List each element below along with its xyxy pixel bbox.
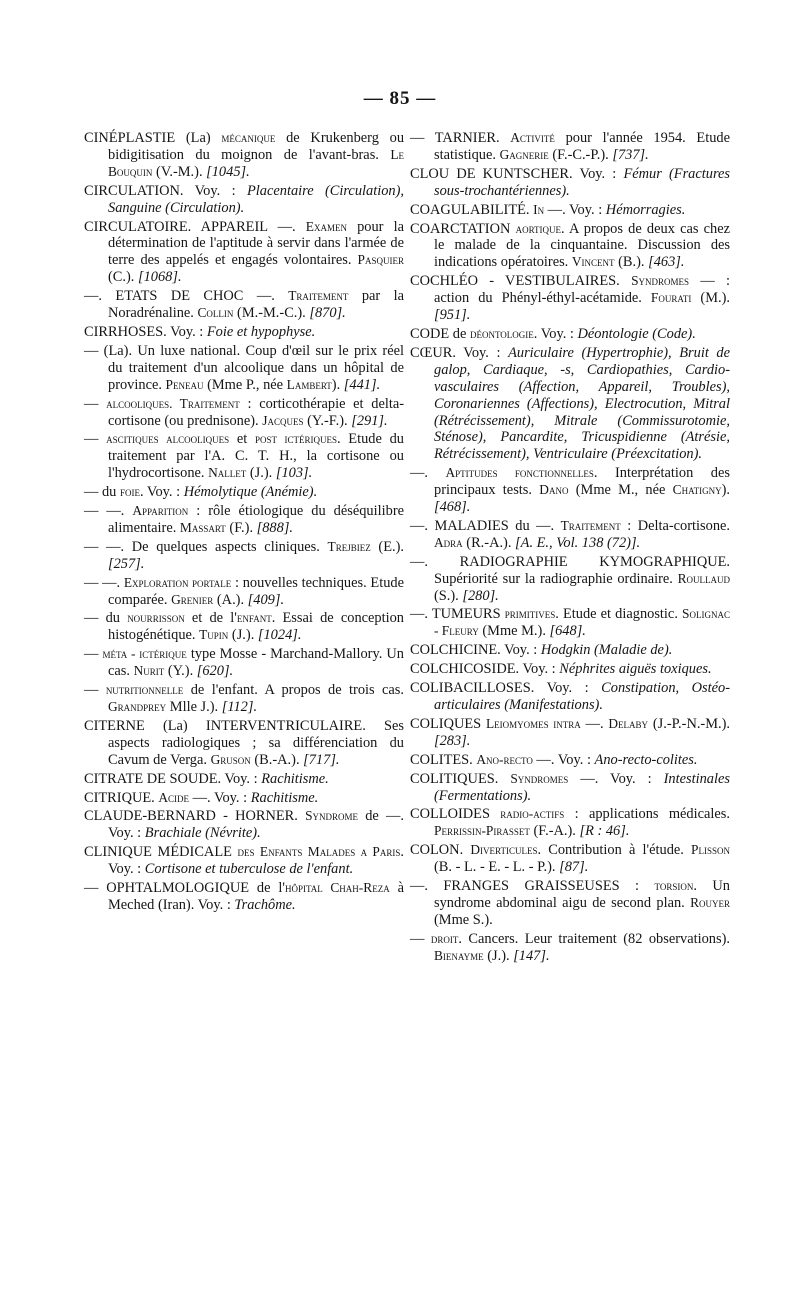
index-entry bbox=[84, 844, 404, 878]
entry-text: (E.). bbox=[370, 538, 404, 555]
entry-text: —. TUMEURS bbox=[410, 606, 505, 623]
entry-text: (Y.-F.). bbox=[303, 412, 352, 429]
index-entry bbox=[84, 130, 404, 181]
index-entry bbox=[410, 202, 730, 219]
entry-text: Brachiale (Névrite). bbox=[144, 825, 261, 842]
index-entry bbox=[84, 808, 404, 842]
entry-text: [280]. bbox=[462, 587, 499, 604]
entry-text: Gagnerie bbox=[499, 146, 549, 162]
entry-text: Jacques bbox=[262, 412, 304, 428]
entry-text: Roullaud bbox=[677, 570, 730, 586]
index-entry bbox=[84, 539, 404, 573]
index-entry bbox=[410, 878, 730, 929]
entry-text: . Etude du traitement par l'A. C. T. H., la cortisone ou l'hydrocortisone. bbox=[108, 431, 404, 482]
entry-text: pour la détermination de l'aptitude à servir dans l'armée de terre des appelés et engagés volontaires. bbox=[108, 218, 404, 269]
index-entry bbox=[410, 273, 730, 324]
index-entry bbox=[410, 771, 730, 805]
entry-text: (B.). bbox=[614, 254, 649, 271]
entry-text: (Y.). bbox=[164, 663, 197, 680]
entry-text: — : action du Phényl-éthyl-acétamide. bbox=[434, 273, 730, 307]
index-entry bbox=[84, 790, 404, 807]
entry-text: — (La). Un luxe national. Coup d'œil sur le prix réel du traitement d'un alcoolique dans un hôpital de province. bbox=[84, 342, 404, 393]
index-entry bbox=[84, 343, 404, 394]
entry-text: [147]. bbox=[513, 947, 550, 964]
entry-text: — bbox=[84, 646, 103, 663]
entry-text: (J.). bbox=[246, 465, 276, 482]
entry-text: et bbox=[229, 431, 255, 448]
entry-text: [648]. bbox=[549, 623, 586, 640]
entry-text: Rachitisme. bbox=[261, 770, 329, 787]
entry-text: CITRIQUE. bbox=[84, 789, 159, 806]
entry-text: Néphrites aiguës toxiques. bbox=[559, 661, 712, 678]
entry-text: aortique bbox=[515, 220, 562, 236]
entry-text: [463]. bbox=[648, 254, 685, 271]
entry-text: . Etude et diagnostic. bbox=[555, 606, 683, 623]
entry-text: [441]. bbox=[343, 376, 381, 393]
entry-text: —. MALADIES du —. bbox=[410, 517, 561, 534]
entry-text: Solignac - Fleury bbox=[434, 606, 730, 639]
entry-text: : rôle étiologique du déséquilibre alimentaire. bbox=[108, 503, 404, 536]
entry-text: des Enfants Malades a Paris bbox=[237, 844, 401, 860]
entry-text: CITERNE (La) INTERVENTRICULAIRE. Ses aspects radiologiques ; sa différenciation du Cavum de Verga. bbox=[84, 717, 404, 768]
entry-text: Peneau bbox=[165, 376, 204, 392]
entry-text: Cortisone et tuberculose de l'enfant. bbox=[144, 861, 354, 878]
index-entry bbox=[84, 718, 404, 769]
entry-text: Diverticules bbox=[470, 842, 538, 858]
entry-text: (R.-A.). bbox=[462, 534, 516, 551]
entry-text: Hémolytique (Anémie). bbox=[183, 484, 318, 501]
entry-text: Rachitisme. bbox=[250, 789, 319, 806]
entry-text: CIRCULATOIRE. APPAREIL —. bbox=[84, 218, 306, 235]
entry-text: Placentaire (Circulation), Sanguine (Circulation). bbox=[108, 182, 404, 216]
index-entry bbox=[410, 642, 730, 659]
index-entry bbox=[84, 288, 404, 322]
entry-text: (F.-C.-P.). bbox=[548, 146, 613, 163]
entry-text: COCHLÉO - VESTIBULAIRES. bbox=[410, 273, 632, 290]
entry-text: COLIBACILLOSES. Voy. : bbox=[410, 680, 602, 697]
index-entry bbox=[410, 931, 730, 965]
index-entry bbox=[410, 326, 730, 343]
entry-text: Apparition bbox=[132, 503, 189, 519]
index-entry bbox=[410, 680, 730, 714]
index-entry bbox=[84, 503, 404, 537]
entry-text: Lambert bbox=[286, 376, 332, 392]
entry-text: : corticothérapie et delta-cortisone (ou prednisone). bbox=[108, 395, 405, 429]
entry-text: Syndrome bbox=[305, 808, 359, 824]
index-entry bbox=[84, 610, 404, 644]
entry-text: CINÉPLASTIE (La) bbox=[84, 130, 222, 146]
entry-text: CODE de bbox=[410, 325, 470, 342]
entry-text: Fémur (Fractures sous-trochantériennes). bbox=[434, 165, 730, 199]
entry-text: foie bbox=[119, 484, 140, 500]
entry-text: (Mme M.). bbox=[478, 623, 550, 640]
entry-text: Nurit bbox=[133, 663, 165, 679]
entry-text: Perrissin-Pirasset bbox=[434, 823, 530, 839]
entry-text: Traitement bbox=[560, 517, 621, 533]
entry-text: Syndromes bbox=[510, 770, 569, 786]
entry-text: —. bbox=[580, 715, 609, 732]
entry-text: torsion bbox=[654, 878, 694, 894]
entry-text: COLITIQUES. bbox=[410, 770, 511, 787]
entry-text: méta - ictérique bbox=[102, 646, 187, 662]
entry-text: Massart bbox=[179, 519, 226, 535]
index-entry bbox=[84, 396, 404, 430]
entry-text: Gruson bbox=[210, 751, 251, 767]
entry-text: Nallet bbox=[208, 465, 247, 481]
entry-text: Intestinales (Fermentations). bbox=[434, 770, 730, 804]
entry-text: primitives bbox=[504, 606, 556, 622]
entry-text: COLON. bbox=[410, 842, 471, 859]
entry-text: (J.). bbox=[228, 627, 258, 644]
entry-text: —. Voy. : bbox=[532, 751, 595, 768]
entry-text: —. ETATS DE CHOC —. bbox=[84, 288, 289, 305]
entry-text: [1068]. bbox=[137, 269, 182, 286]
entry-text: Leiomyomes intra bbox=[485, 715, 581, 731]
entry-text: [103]. bbox=[275, 465, 313, 482]
entry-text: (F.). bbox=[225, 519, 257, 536]
index-entry bbox=[410, 806, 730, 840]
entry-text: COARCTATION bbox=[410, 220, 516, 237]
entry-text: In bbox=[533, 201, 545, 217]
entry-text: CLINIQUE MÉDICALE bbox=[84, 844, 238, 861]
index-entry bbox=[84, 484, 404, 501]
index-entry bbox=[410, 166, 730, 200]
entry-text: [468]. bbox=[434, 499, 471, 516]
entry-text: pour l'année 1954. Etude statistique. bbox=[434, 130, 730, 163]
entry-text: (B.-A.). bbox=[250, 751, 304, 768]
entry-text: Ano-recto-colites. bbox=[594, 751, 698, 768]
entry-text: alcooliques. Traitement bbox=[106, 395, 240, 411]
entry-text: ascitiques alcooliques bbox=[106, 431, 230, 447]
entry-text: [620]. bbox=[196, 663, 234, 680]
entry-text: . Voy. : bbox=[533, 325, 578, 342]
entry-text: [951]. bbox=[434, 307, 471, 324]
entry-text: CLOU DE KUNTSCHER. Voy. : bbox=[410, 165, 624, 182]
entry-text: Hodgkin (Maladie de). bbox=[540, 642, 673, 659]
entry-text: (M.-M.-C.). bbox=[233, 305, 310, 322]
entry-text: — OPHTALMOLOGIQUE de l' bbox=[84, 880, 285, 897]
entry-text: [870]. bbox=[309, 305, 346, 322]
entry-text: Plisson bbox=[691, 842, 730, 858]
entry-text: CIRRHOSES. Voy. : bbox=[84, 323, 207, 340]
entry-text: — bbox=[84, 395, 107, 412]
entry-text: Activité bbox=[510, 130, 555, 145]
entry-text: Le Bouquin bbox=[108, 146, 404, 179]
entry-text: Examen bbox=[305, 218, 347, 234]
entry-text: déontologie bbox=[469, 325, 534, 341]
entry-text: nutritionnelle bbox=[105, 682, 184, 698]
entry-text: post ictériques bbox=[254, 431, 337, 447]
entry-text: COLLOIDES bbox=[410, 806, 501, 823]
entry-text: [257]. bbox=[108, 555, 145, 572]
index-entry bbox=[410, 716, 730, 750]
entry-text: Foie et hypophyse. bbox=[206, 323, 316, 340]
index-entry bbox=[410, 842, 730, 876]
entry-text: COAGULABILITÉ. bbox=[410, 201, 534, 218]
entry-text: Auriculaire (Hypertrophie), Bruit de galop, Cardiaque, -s, Cardiopathies, Cardio-vasculaires (Affection, Appareil, Troubles), Coronariennes (Affections), Electrocution, Mitral (Rétrécissement), Mitrale (Commissurotomie, Sténose), Pancardite, Tricuspidienne (Atrésie, Rétrécissement), Ventriculaire (Préexcitation). bbox=[434, 344, 730, 463]
index-entry bbox=[410, 130, 730, 164]
entry-text: Fourati bbox=[650, 290, 692, 306]
entry-text: : Delta-cortisone. bbox=[620, 517, 731, 534]
entry-text: —. bbox=[410, 465, 446, 482]
entry-text: — TARNIER. bbox=[410, 130, 511, 146]
entry-text: : applications médicales. bbox=[564, 806, 730, 823]
entry-text: nourrisson bbox=[127, 610, 185, 626]
index-entry bbox=[410, 518, 730, 552]
entry-text: radio-actifs bbox=[500, 806, 565, 822]
entry-text: Syndromes bbox=[631, 273, 690, 289]
entry-text: Déontologie (Code). bbox=[577, 325, 696, 342]
entry-text: — —. De quelques aspects cliniques. bbox=[84, 538, 328, 555]
entry-text: [283]. bbox=[434, 732, 471, 749]
entry-text: et de l' bbox=[184, 610, 237, 627]
entry-text: CLAUDE-BERNARD - HORNER. bbox=[84, 808, 306, 825]
index-entry bbox=[84, 431, 404, 482]
entry-text: à Meched (Iran). Voy. : bbox=[108, 880, 404, 913]
entry-text: Bienayme bbox=[434, 947, 484, 963]
entry-text: . Cancers. Leur traitement (82 observations). bbox=[458, 930, 730, 947]
entry-text: Chatigny bbox=[672, 482, 722, 498]
index-entry bbox=[410, 606, 730, 640]
entry-text: . Essai de conception histogénétique. bbox=[108, 610, 405, 644]
index-entry bbox=[410, 661, 730, 678]
entry-text: . Interprétation des principaux tests. bbox=[434, 465, 730, 499]
index-entry bbox=[84, 682, 404, 716]
index-entry bbox=[84, 324, 404, 341]
entry-text: [A. E., Vol. 138 (72)]. bbox=[515, 534, 641, 551]
entry-text: (A.). bbox=[213, 591, 248, 608]
entry-text: —. Voy. : bbox=[189, 789, 251, 806]
entry-text: (S.). bbox=[434, 587, 463, 604]
entry-text: [737]. bbox=[612, 146, 649, 163]
entry-text: . A propos de deux cas chez le malade de la cinquantaine. Discussion des indications opératoires. bbox=[434, 220, 731, 271]
entry-text: Ano-recto bbox=[476, 751, 533, 767]
entry-text: [291]. bbox=[351, 412, 388, 429]
entry-text: de Krukenberg ou bidigitisation du moignon de l'avant-bras. bbox=[108, 130, 405, 163]
entry-text: Vincent bbox=[571, 254, 615, 270]
entry-text: — bbox=[84, 431, 107, 448]
index-entry bbox=[84, 771, 404, 788]
entry-text: CITRATE DE SOUDE. Voy. : bbox=[84, 770, 262, 787]
entry-text: Collin bbox=[197, 305, 234, 321]
entry-text: Aptitudes fonctionnelles bbox=[445, 465, 594, 481]
index-entry bbox=[410, 221, 730, 272]
entry-text: type Mosse - Marchand-Mallory. Un cas. bbox=[108, 646, 404, 680]
entry-text: Pasquier bbox=[357, 252, 404, 268]
entry-text: [87]. bbox=[559, 859, 589, 876]
entry-text: (J.). bbox=[483, 947, 514, 964]
left-column bbox=[84, 130, 404, 916]
entry-text: (Mme P., née bbox=[203, 376, 287, 393]
index-entry bbox=[84, 219, 404, 287]
entry-text: [1024]. bbox=[257, 627, 302, 644]
entry-text: . Contribution à l'étude. bbox=[537, 842, 692, 859]
entry-text: [409]. bbox=[247, 591, 285, 608]
entry-text: (Mme S.). bbox=[434, 911, 493, 928]
entry-text: . Voy. : bbox=[108, 844, 404, 878]
entry-text: Traitement bbox=[288, 288, 349, 304]
entry-text: Trejbiez bbox=[327, 538, 371, 554]
entry-text: ). bbox=[331, 376, 344, 393]
entry-text: Hémorragies. bbox=[605, 201, 686, 218]
entry-text: [717]. bbox=[303, 751, 340, 768]
index-entry bbox=[410, 752, 730, 769]
entry-text: — bbox=[410, 930, 431, 947]
entry-text: Adra bbox=[434, 534, 463, 550]
entry-text: Acide bbox=[158, 789, 190, 805]
entry-text: de —. Voy. : bbox=[108, 808, 404, 842]
entry-text: COLIQUES bbox=[410, 715, 486, 732]
entry-text: [888]. bbox=[256, 519, 294, 536]
entry-text: Constipation, Ostéo-articulaires (Manifestations). bbox=[434, 680, 730, 713]
entry-text: Delaby bbox=[608, 715, 649, 731]
index-entry bbox=[84, 646, 404, 680]
entry-text: (F.-A.). bbox=[529, 823, 580, 840]
entry-text: —. RADIOGRAPHIE KYMOGRAPHIQUE. Supériorité sur la radiographie ordinaire. bbox=[410, 553, 730, 587]
index-entry bbox=[84, 880, 404, 914]
entry-text: (J.-P.-N.-M.). bbox=[648, 715, 731, 732]
entry-text: —. Voy. : bbox=[568, 770, 664, 787]
entry-text: : nouvelles techniques. Etude comparée. bbox=[108, 574, 405, 608]
entry-text: Grandprey bbox=[108, 699, 167, 714]
page-number: — 85 — bbox=[363, 88, 437, 109]
right-column bbox=[410, 130, 730, 967]
entry-text: par la Noradrénaline. bbox=[108, 288, 404, 322]
entry-text: [1045]. bbox=[206, 163, 250, 180]
entry-text: enfant bbox=[236, 610, 272, 626]
entry-text: — du bbox=[84, 610, 128, 627]
entry-text: de l'enfant. A propos de trois cas. bbox=[183, 682, 404, 699]
entry-text: — —. bbox=[84, 574, 124, 591]
entry-text: (C.). bbox=[108, 269, 138, 286]
entry-text: (Mme M., née bbox=[568, 482, 673, 499]
entry-text: [112]. bbox=[221, 699, 258, 715]
index-entry bbox=[410, 554, 730, 605]
entry-text: COLITES. bbox=[410, 751, 477, 768]
entry-text: Exploration portale bbox=[123, 574, 232, 590]
entry-text: CIRCULATION. Voy. : bbox=[84, 182, 247, 199]
entry-text: COLCHICINE. Voy. : bbox=[410, 642, 541, 659]
entry-text: (M.). bbox=[691, 290, 730, 307]
entry-text: — du bbox=[84, 484, 120, 501]
entry-text: mécanique bbox=[221, 130, 276, 145]
entry-text: Trachôme. bbox=[234, 896, 296, 913]
entry-text: . Un syndrome abdominal aigu de second plan. bbox=[434, 878, 730, 911]
entry-text: Grenier bbox=[171, 591, 214, 607]
entry-text: . Voy. : bbox=[139, 484, 184, 501]
entry-text: hôpital Chah-Reza bbox=[284, 880, 390, 896]
index-entry bbox=[410, 345, 730, 463]
entry-text: —. FRANGES GRAISSEUSES : bbox=[410, 878, 655, 895]
entry-text: Dano bbox=[539, 482, 569, 498]
entry-text: — —. bbox=[84, 503, 133, 520]
entry-text: [R : 46]. bbox=[579, 823, 630, 840]
index-entry bbox=[410, 465, 730, 516]
entry-text: COLCHICOSIDE. Voy. : bbox=[410, 661, 560, 678]
entry-text: (V.-M.). bbox=[152, 163, 207, 180]
entry-text: CŒUR. Voy. : bbox=[410, 344, 509, 361]
entry-text: Tupin bbox=[199, 627, 229, 643]
entry-text: Rouyer bbox=[690, 894, 730, 910]
index-entry bbox=[84, 183, 404, 217]
index-entry bbox=[84, 575, 404, 609]
entry-text: droit bbox=[430, 930, 459, 946]
entry-text: Mlle J.). bbox=[166, 699, 222, 715]
entry-text: ). bbox=[721, 482, 730, 499]
entry-text: — bbox=[84, 682, 106, 699]
entry-text: —. Voy. : bbox=[544, 201, 606, 218]
entry-text: (B. - L. - E. - L. - P.). bbox=[434, 859, 560, 876]
